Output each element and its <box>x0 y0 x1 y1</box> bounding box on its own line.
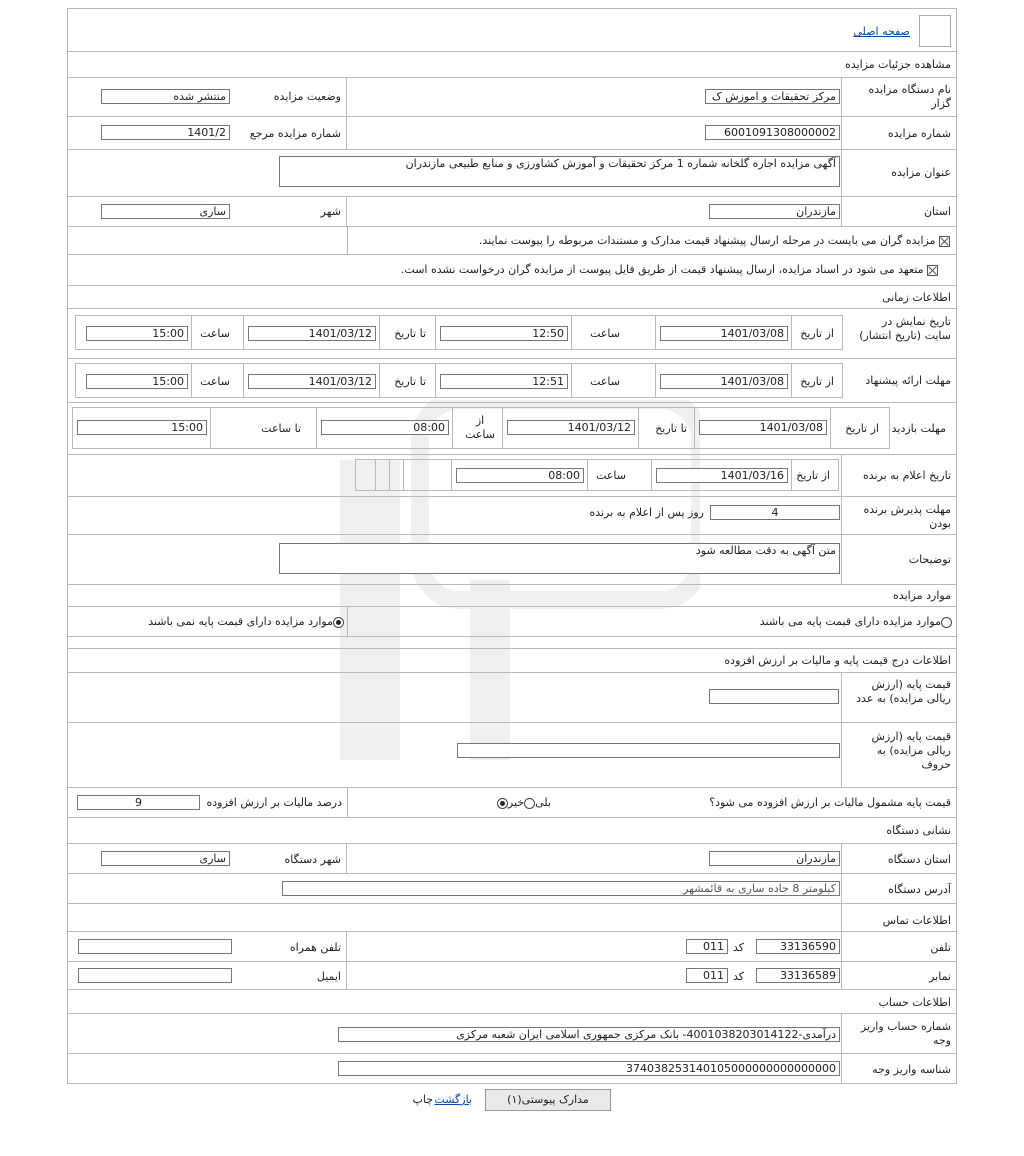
description-row <box>67 535 957 585</box>
items-opt2-label: موارد مزایده دارای قیمت پایه نمی باشند <box>148 615 333 628</box>
page-title: مشاهده جزئیات مزایده <box>845 58 951 71</box>
to-time-label: تا ساعت <box>261 422 301 435</box>
time-section-title: اطلاعات زمانی <box>882 291 951 304</box>
visit-deadline-box <box>72 407 890 449</box>
time-section-row <box>67 286 957 309</box>
base-price-words-label: قیمت پایه (ارزش ریالی مزایده) به حروف <box>871 730 951 771</box>
account-number-row <box>67 1014 957 1054</box>
winner-accept-label: مهلت پذیرش برنده بودن <box>863 503 951 530</box>
display-date-label: تاریخ نمایش در سایت (تاریخ انتشار) <box>859 315 951 342</box>
fax-code-label: کد <box>732 970 744 983</box>
display-to-field: 1401/03/12 <box>248 326 376 341</box>
items-options-row <box>67 607 957 637</box>
offer-from-field: 1401/03/08 <box>660 374 788 389</box>
account-section-row <box>67 990 957 1014</box>
ref-number-field: 1401/2 <box>101 125 230 140</box>
mobile-label: تلفن همراه <box>289 941 341 954</box>
account-number-label: شماره حساب واریز وجه <box>860 1020 951 1047</box>
vat-question: قیمت پایه مشمول مالیات بر ارزش افزوده می شود؟ <box>709 796 951 809</box>
winner-accept-row <box>67 497 957 535</box>
title-field: آگهی مزایده اجاره گلخانه شماره 1 مرکز تحقیقات و آموزش کشاورزی و منابع طبیعی مازندران <box>279 156 840 187</box>
title-row <box>67 150 957 197</box>
contact-section-row <box>67 904 957 932</box>
deposit-id-label: شناسه واریز وجه <box>872 1063 951 1076</box>
phone-field: 33136590 <box>756 939 840 954</box>
offer-deadline-label: مهلت ارائه پیشنهاد <box>865 374 951 387</box>
base-price-num-label: قیمت پایه (ارزش ریالی مزایده) به عدد <box>856 678 951 705</box>
account-number-field: درآمدی-4001038203014122- بانک مرکزی جمهوری اسلامی ایران شعبه مرکزی <box>338 1027 840 1042</box>
winner-announce-label: تاریخ اعلام به برنده <box>862 469 951 482</box>
items-opt1-radio[interactable] <box>941 617 952 628</box>
from-date-label: از تاریخ <box>845 422 879 435</box>
home-link[interactable]: صفحه اصلی <box>853 25 910 38</box>
items-opt1-label: موارد مزایده دارای قیمت پایه می باشند <box>759 615 941 628</box>
org-province-label: استان دستگاه <box>887 853 951 866</box>
time-label: ساعت <box>590 327 620 340</box>
fax-code-field: 011 <box>686 968 728 983</box>
visit-deadline-row <box>67 403 957 455</box>
page-header <box>67 8 957 52</box>
phone-label: تلفن <box>930 941 951 954</box>
status-field: منتشر شده <box>101 89 230 104</box>
vat-row <box>67 788 957 818</box>
items-opt2-wrap <box>148 615 344 629</box>
offer-to-time-field: 15:00 <box>86 374 188 389</box>
check1-text: مزایده گران می بایست در مرحله ارسال پیشنهاد قیمت مدارک و مستندات مربوطه را پیوست نمایند. <box>478 234 936 247</box>
items-section-title: موارد مزایده <box>893 589 951 602</box>
org-city-label: شهر دستگاه <box>284 853 341 866</box>
org-address-field: کیلومتر 8 جاده ساری به قائمشهر <box>282 881 840 896</box>
vat-no-radio[interactable] <box>497 798 508 809</box>
vat-no-label: خیر <box>507 796 525 809</box>
display-to-time-field: 15:00 <box>86 326 188 341</box>
email-field <box>78 968 232 983</box>
org-address-section-row <box>67 818 957 844</box>
fax-label: نمابر <box>929 970 951 983</box>
from-date-label: از تاریخ <box>800 327 834 340</box>
title-label: عنوان مزایده <box>891 166 951 179</box>
phone-code-field: 011 <box>686 939 728 954</box>
vat-yes-wrap <box>497 796 551 810</box>
city-field: ساری <box>101 204 230 219</box>
deposit-id-field: 374038253140105000000000000000 <box>338 1061 840 1076</box>
items-opt1-wrap <box>760 615 952 629</box>
vat-yes-label: بلی <box>535 796 551 809</box>
time-label: ساعت <box>590 375 620 388</box>
back-link[interactable]: بازگشت <box>434 1093 472 1106</box>
logo-icon <box>919 15 951 47</box>
org-address-section-title: نشانی دستگاه <box>886 824 951 837</box>
to-date-label: تا تاریخ <box>394 375 426 388</box>
from-time-label: از ساعت <box>465 414 495 441</box>
vat-yes-radio[interactable] <box>524 798 535 809</box>
status-label: وضعیت مزایده <box>273 90 341 103</box>
fax-row <box>67 962 957 990</box>
fax-field: 33136589 <box>756 968 840 983</box>
winner-accept-field: 4 <box>710 505 840 520</box>
to-date-label: تا تاریخ <box>394 327 426 340</box>
visit-from-time-field: 08:00 <box>321 420 449 435</box>
display-from-time-field: 12:50 <box>440 326 568 341</box>
display-date-row <box>67 309 957 359</box>
time-label: ساعت <box>596 469 626 482</box>
account-section-title: اطلاعات حساب <box>878 996 951 1009</box>
description-label: توضیحات <box>908 553 951 566</box>
province-row <box>67 197 957 227</box>
display-from-field: 1401/03/08 <box>660 326 788 341</box>
visit-from-field: 1401/03/08 <box>699 420 827 435</box>
winner-announce-row <box>67 455 957 497</box>
org-city-field: ساری <box>101 851 230 866</box>
offer-deadline-box <box>75 363 843 398</box>
org-province-row <box>67 844 957 874</box>
check2-text: متعهد می شود در اسناد مزایده، ارسال پیشنهاد قیمت از طریق فایل پیوست از مزایده گران درخواست نشده است. <box>400 263 924 276</box>
org-row <box>67 78 957 117</box>
check2-checkbox[interactable] <box>927 265 938 276</box>
base-price-num-field[interactable] <box>709 689 839 704</box>
check2-wrap <box>401 263 938 277</box>
org-name-label: نام دستگاه مزایده گزار <box>868 83 951 110</box>
check1-row <box>67 227 957 255</box>
mobile-field <box>78 939 232 954</box>
print-link[interactable]: چاپ <box>412 1093 433 1106</box>
attachments-button[interactable]: مدارک پیوستی(۱) <box>485 1089 611 1111</box>
vat-percent-label: درصد مالیات بر ارزش افزوده <box>206 796 342 809</box>
province-field: مازندران <box>709 204 840 219</box>
winner-accept-suffix: روز پس از اعلام به برنده <box>589 506 704 519</box>
org-province-field: مازندران <box>709 851 840 866</box>
base-price-num-row <box>67 673 957 723</box>
page-title-row <box>67 52 957 78</box>
winner-time-field: 08:00 <box>456 468 584 483</box>
vat-percent-field: 9 <box>77 795 200 810</box>
winner-from-field: 1401/03/16 <box>656 468 788 483</box>
number-row <box>67 117 957 150</box>
time-label: ساعت <box>200 327 230 340</box>
check2-row <box>67 255 957 286</box>
province-label: استان <box>923 205 951 218</box>
time-label: ساعت <box>200 375 230 388</box>
spacer-row <box>67 637 957 649</box>
items-opt2-radio[interactable] <box>333 617 344 628</box>
auction-number-field: 6001091308000002 <box>705 125 840 140</box>
offer-to-field: 1401/03/12 <box>248 374 376 389</box>
phone-code-label: کد <box>732 941 744 954</box>
visit-to-field: 1401/03/12 <box>507 420 635 435</box>
check1-checkbox[interactable] <box>939 236 950 247</box>
base-price-words-field[interactable] <box>457 743 840 758</box>
deposit-id-row <box>67 1054 957 1084</box>
visit-deadline-label: مهلت بازدید <box>891 422 946 435</box>
offer-from-time-field: 12:51 <box>440 374 568 389</box>
city-label: شهر <box>320 205 341 218</box>
winner-announce-box <box>355 459 839 491</box>
from-date-label: از تاریخ <box>796 469 830 482</box>
ref-number-label: شماره مزایده مرجع <box>249 127 341 140</box>
org-address-label: آدرس دستگاه <box>888 883 951 896</box>
auction-number-label: شماره مزایده <box>887 127 951 140</box>
contact-section-title: اطلاعات تماس <box>882 914 951 927</box>
items-section-row <box>67 585 957 607</box>
price-section-title: اطلاعات درج قیمت پایه و مالیات بر ارزش افزوده <box>724 654 951 667</box>
base-price-words-row <box>67 723 957 788</box>
from-date-label: از تاریخ <box>800 375 834 388</box>
visit-to-time-field: 15:00 <box>77 420 207 435</box>
footer <box>67 1084 957 1114</box>
phone-row <box>67 932 957 962</box>
offer-deadline-row <box>67 359 957 403</box>
price-section-row <box>67 649 957 673</box>
display-date-box <box>75 315 843 350</box>
org-name-field: مرکز تحقیقات و اموزش ک <box>705 89 840 104</box>
email-label: ایمیل <box>316 970 341 983</box>
description-field: متن آگهی به دقت مطالعه شود <box>279 543 840 574</box>
org-address-row <box>67 874 957 904</box>
check1-wrap <box>479 234 950 248</box>
to-date-label: تا تاریخ <box>655 422 687 435</box>
